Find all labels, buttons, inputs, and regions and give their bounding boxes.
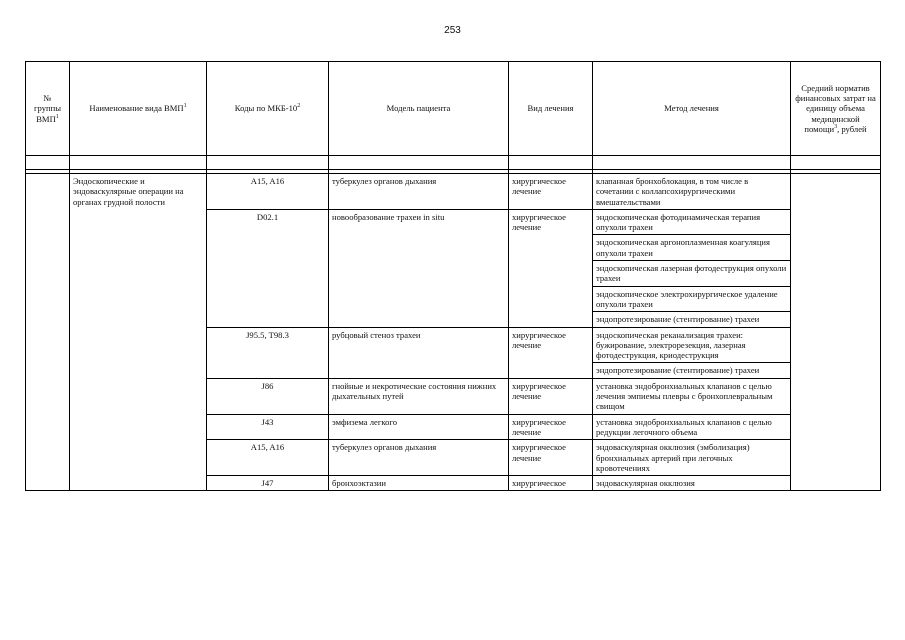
code-cell: A15, A16 bbox=[207, 440, 329, 476]
page-number: 253 bbox=[444, 25, 461, 36]
vmp-name-cell: Эндоскопические и эндоваскулярные операции на органах грудной полости bbox=[70, 174, 207, 491]
method-cell: эндоскопическая фотодинамическая терапия опухоли трахеи bbox=[593, 209, 791, 235]
vmp-table bbox=[25, 61, 881, 491]
treatment-cell: хирургическое лечение bbox=[509, 209, 593, 327]
model-cell: рубцовый стеноз трахеи bbox=[329, 327, 509, 378]
method-cell: эндоваскулярная окклюзия bbox=[593, 476, 791, 491]
column-number-row bbox=[26, 156, 881, 170]
model-cell: новообразование трахеи in situ bbox=[329, 209, 509, 327]
treatment-cell: хирургическое лечение bbox=[509, 414, 593, 440]
method-cell: эндопротезирование (стентирование) трахеи bbox=[593, 312, 791, 327]
cost-cell bbox=[791, 174, 881, 491]
method-cell: эндоскопическая лазерная фотодеструкция опухоли трахеи bbox=[593, 261, 791, 287]
table-row bbox=[26, 174, 881, 210]
method-cell: эндоскопическая аргоноплазменная коагуляция опухоли трахеи bbox=[593, 235, 791, 261]
model-cell: эмфизема легкого bbox=[329, 414, 509, 440]
header-method: Метод лечения bbox=[593, 62, 791, 156]
code-cell: A15, A16 bbox=[207, 174, 329, 210]
treatment-cell: хирургическое лечение bbox=[509, 174, 593, 210]
table-body bbox=[26, 174, 881, 491]
header-cost: Средний норматив финансовых затрат на единицу объема медицинской помощи$^3$, рублей bbox=[791, 62, 881, 156]
method-cell: установка эндобронхиальных клапанов с целью лечения эмпиемы плевры с бронхоплевральным свищом bbox=[593, 378, 791, 414]
model-cell: гнойные и некротические состояния нижних дыхательных путей bbox=[329, 378, 509, 414]
header-model: Модель пациента bbox=[329, 62, 509, 156]
treatment-cell: хирургическое лечение bbox=[509, 327, 593, 378]
method-cell: эндопротезирование (стентирование) трахеи bbox=[593, 363, 791, 378]
model-cell: туберкулез органов дыхания bbox=[329, 174, 509, 210]
header-group-no: № группы ВМП$^1$ bbox=[26, 62, 70, 156]
model-cell: туберкулез органов дыхания bbox=[329, 440, 509, 476]
code-cell: D02.1 bbox=[207, 209, 329, 327]
treatment-cell: хирургическое лечение bbox=[509, 440, 593, 476]
method-cell: эндоскопическая реканализация трахеи: бужирование, электрорезекция, лазерная фотодеструкция, криодеструкция bbox=[593, 327, 791, 363]
method-cell: эндоскопическое электрохирургическое удаление опухоли трахеи bbox=[593, 286, 791, 312]
header-name: Наименование вида ВМП$^1$ bbox=[70, 62, 207, 156]
code-cell: J86 bbox=[207, 378, 329, 414]
treatment-cell: хирургическое лечение bbox=[509, 378, 593, 414]
group-no-cell bbox=[26, 174, 70, 491]
method-cell: установка эндобронхиальных клапанов с целью редукции легочного объема bbox=[593, 414, 791, 440]
treatment-cell: хирургическое bbox=[509, 476, 593, 491]
header-codes: Коды по МКБ-$10^2$ bbox=[207, 62, 329, 156]
code-cell: J47 bbox=[207, 476, 329, 491]
code-cell: J95.5, T98.3 bbox=[207, 327, 329, 378]
method-cell: клапанная бронхоблокация, в том числе в сочетании с коллапсохирургическими вмешательствами bbox=[593, 174, 791, 210]
code-cell: J43 bbox=[207, 414, 329, 440]
model-cell: бронхоэктазии bbox=[329, 476, 509, 491]
header-row bbox=[26, 62, 881, 156]
header-treatment-type: Вид лечения bbox=[509, 62, 593, 156]
method-cell: эндоваскулярная окклюзия (эмболизация) бронхиальных артерий при легочных кровотечениях bbox=[593, 440, 791, 476]
